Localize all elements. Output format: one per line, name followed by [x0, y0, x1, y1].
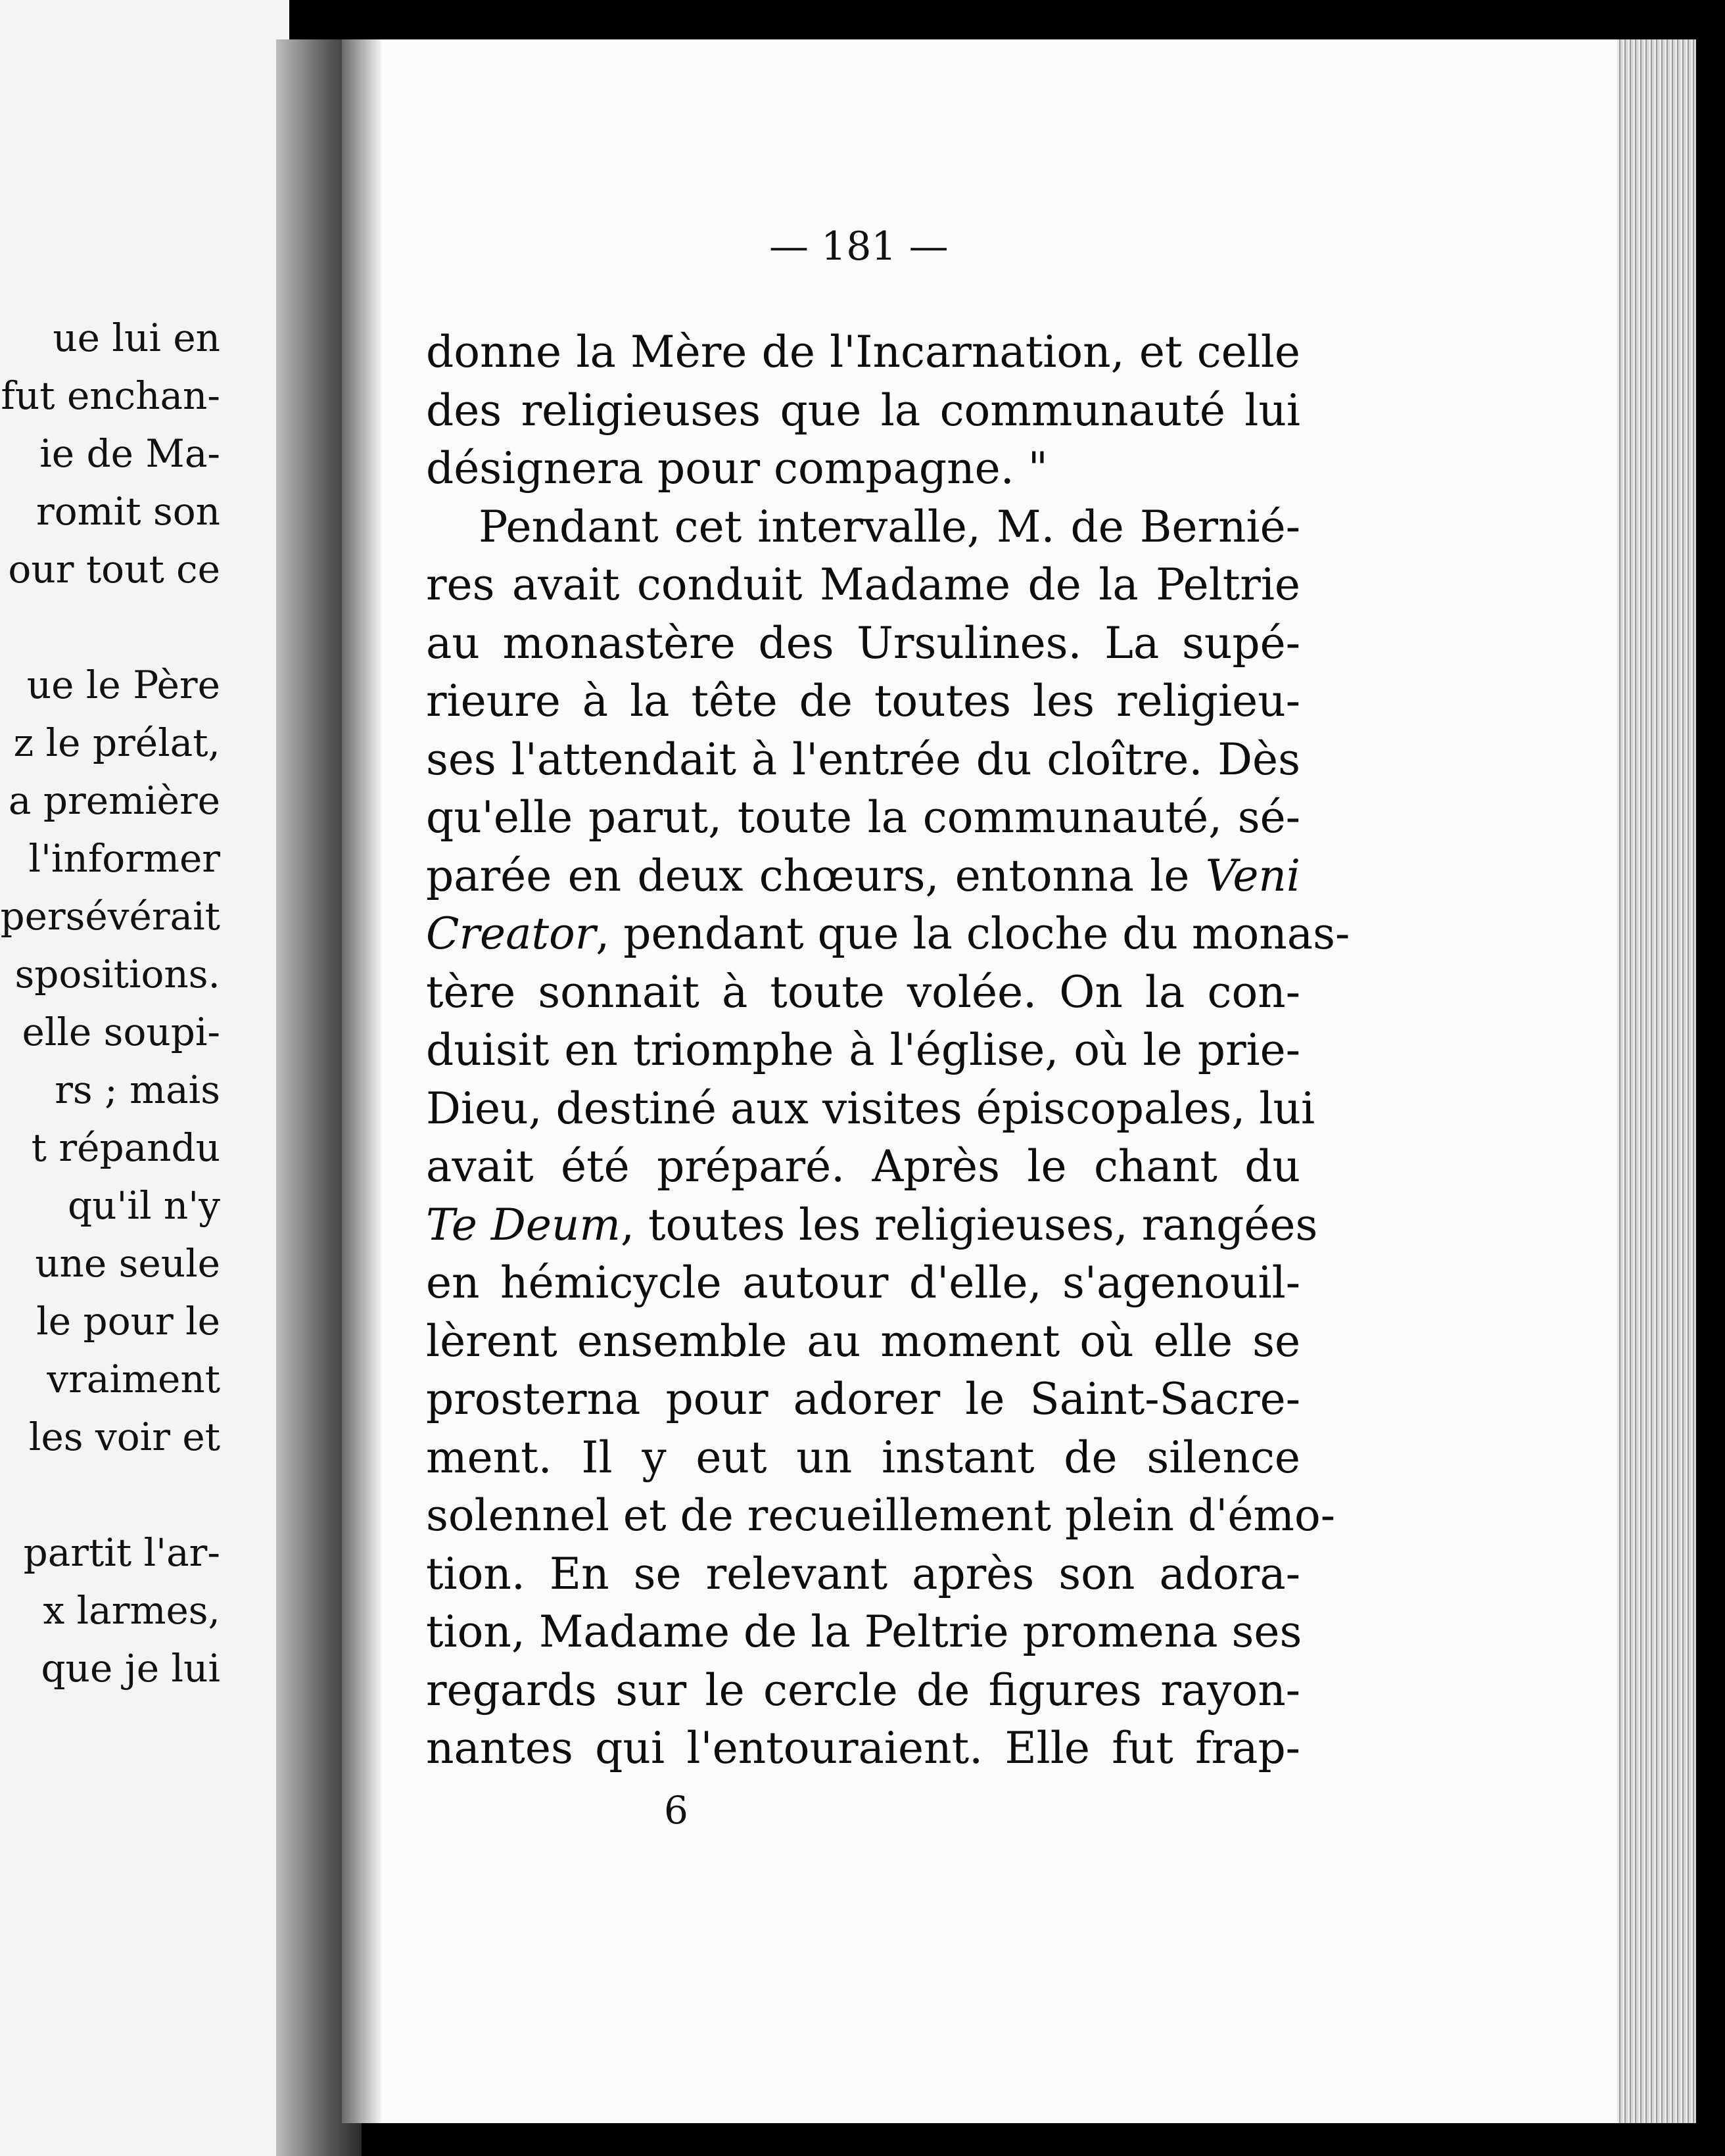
- left-line: z le prélat,: [13, 720, 220, 765]
- text-line: Creator, pendant que la cloche du monas-: [426, 908, 1350, 959]
- left-line: vraiment: [47, 1357, 220, 1401]
- text-line: regards sur le cercle de figures rayon-: [426, 1664, 1300, 1716]
- text-line: prosterna pour adorer le Saint-Sacre-: [426, 1374, 1300, 1424]
- text-line: tion, Madame de la Peltrie promena ses: [426, 1606, 1302, 1657]
- left-line: ue lui en: [53, 316, 220, 360]
- page-gutter: [342, 39, 381, 2123]
- text-line: des religieuses que la communauté lui: [426, 385, 1300, 436]
- text-line: tion. En se relevant après son adora-: [426, 1548, 1300, 1599]
- left-line: elle soupi-: [22, 1010, 220, 1054]
- left-line: t répandu: [31, 1125, 220, 1170]
- left-line: ue le Père: [26, 663, 220, 707]
- left-line: une seule: [35, 1241, 220, 1286]
- text-line: tère sonnait à toute volée. On la con-: [426, 966, 1300, 1018]
- left-page: [0, 0, 289, 2156]
- left-line: l'informer: [28, 836, 220, 881]
- left-line: persévérait: [0, 894, 220, 939]
- left-line: a première: [8, 778, 220, 823]
- text-line: donne la Mère de l'Incarnation, et celle: [426, 327, 1300, 377]
- left-line: rs ; mais: [55, 1067, 220, 1112]
- text-line: ment. Il y eut un instant de silence: [426, 1432, 1300, 1483]
- left-line: que je lui: [41, 1646, 220, 1691]
- text-line: nantes qui l'entouraient. Elle fut frap-: [426, 1723, 1300, 1773]
- signature-mark: 6: [664, 1788, 688, 1833]
- left-line: ie de Ma-: [39, 431, 220, 476]
- left-line: romit son: [36, 489, 220, 534]
- left-line: les voir et: [28, 1415, 220, 1459]
- text-line: au monastère des Ursulines. La supé-: [426, 617, 1300, 668]
- left-line: x larmes,: [43, 1588, 220, 1633]
- text-line: solennel et de recueillement plein d'émo-: [426, 1490, 1336, 1541]
- text-line: duisit en triomphe à l'église, où le prie-: [426, 1025, 1300, 1075]
- left-line: le pour le: [36, 1299, 220, 1344]
- left-line: [0, 1466, 220, 1524]
- text-line: res avait conduit Madame de la Peltrie: [426, 559, 1300, 610]
- page-number: — 181 —: [769, 223, 949, 270]
- left-line: partit l'ar-: [23, 1530, 220, 1575]
- left-line: qu'il n'y: [67, 1183, 220, 1228]
- left-line: fut enchan-: [1, 373, 220, 418]
- text-line: Dieu, destiné aux visites épiscopales, lui: [426, 1083, 1315, 1134]
- left-line: spositions.: [14, 952, 220, 996]
- left-page-text: [0, 309, 220, 1697]
- left-line: our tout ce: [8, 547, 220, 592]
- text-line: qu'elle parut, toute la communauté, sé-: [426, 792, 1300, 843]
- page-edges: [1617, 39, 1696, 2123]
- text-line: ses l'attendait à l'entrée du cloître. Dès: [426, 734, 1300, 785]
- left-line: [0, 598, 220, 656]
- text-line: Te Deum, toutes les religieuses, rangées: [426, 1199, 1318, 1250]
- body-text: [426, 323, 1350, 1778]
- text-line: lèrent ensemble au moment où elle se: [426, 1315, 1300, 1367]
- text-line: en hémicycle autour d'elle, s'agenouil-: [426, 1257, 1300, 1308]
- text-line: parée en deux chœurs, entonna le Veni: [426, 850, 1300, 901]
- text-line: rieure à la tête de toutes les religieu-: [426, 676, 1300, 726]
- text-line: avait été préparé. Après le chant du: [426, 1141, 1300, 1192]
- text-line: Pendant cet intervalle, M. de Bernié-: [479, 501, 1300, 552]
- text-line: désignera pour compagne. ": [426, 443, 1049, 494]
